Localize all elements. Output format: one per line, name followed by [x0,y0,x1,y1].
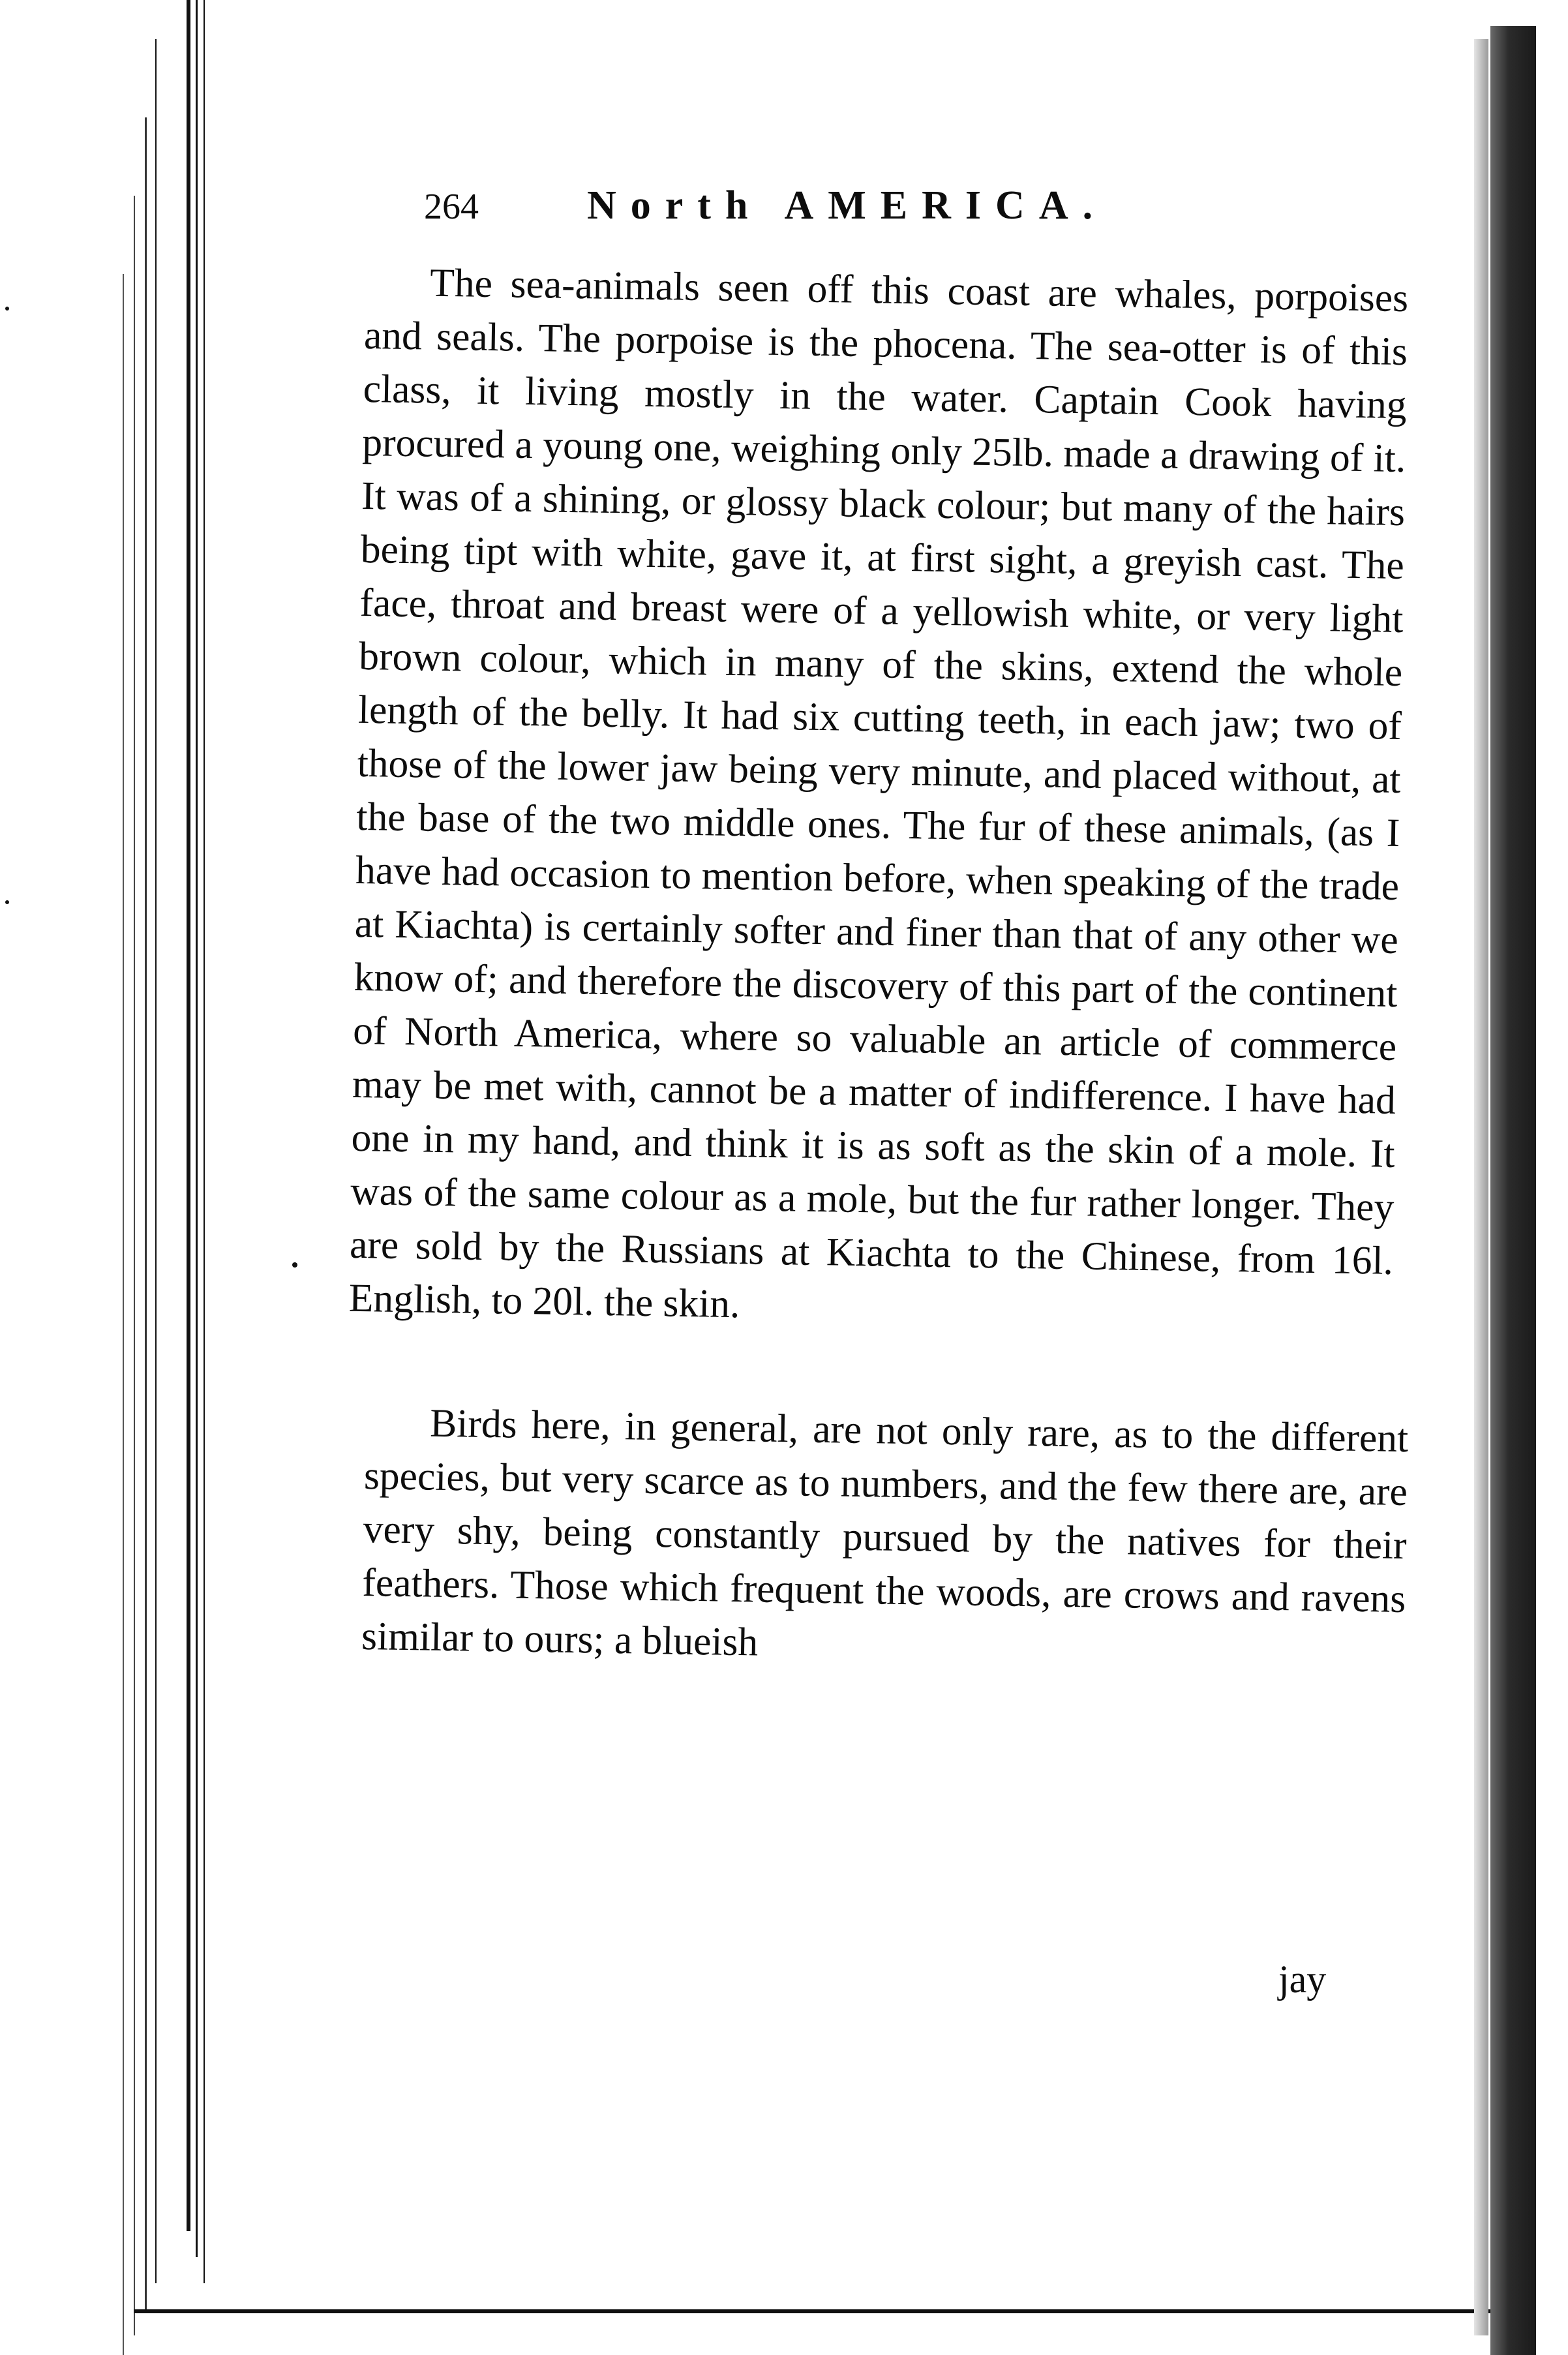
running-head-title: North AMERICA. [587,183,1108,228]
gutter-shadow [1474,39,1488,2335]
page-edge [196,0,198,2257]
ink-speck [5,307,9,311]
paragraph-sea-animals: The sea-animals seen off this coast are whales, porpoises and seals. The porpoise is the phocena. The sea-otter is of this class, it living mostly in the water. Captain Cook having procured a young one, weighing only 25lb. made a drawing of it. It was of a shining, or glossy black colour; but many of the hairs being tipt with white, gave it, at first sight, a greyish cast. The face, throat and breast were of a yellowish white, or very light brown colour, which in many of the skins, extend the whole length of the belly. It had six cutting teeth, in each jaw; two of those of the lower jaw being very minute, and placed without, at the base of the two middle ones. The fur of these animals, (as I have had occasion to mention before, when speaking of the trade at Kiachta) is certainly softer and finer than that of any other we know of; and therefore the discovery of this part of the continent of North America, where so valuable an article of commerce may be met with, cannot be a matter of indifference. I have had one in my hand, and think it is as soft as the skin of a mole. It was of the same colour as a mole, but the fur rather longer. They are sold by the Russians at Kiachta to the Chinese, from 16l. English, to 20l. the skin. [348,260,1409,1327]
catchword: jay [1278,1958,1327,2001]
page-body [348,183,1409,1665]
ink-speck [5,900,9,904]
ink-speck [292,1262,297,1268]
running-head [365,183,1409,229]
book-binding [1490,26,1536,2355]
page-edge [204,0,205,2283]
page-edge [123,274,124,2355]
paragraph-birds: Birds here, in general, are not only rare, as to the different species, but very scarce as to numbers, and the few there are, are very shy, being constantly pursued by the natives for their feathers. Those which frequent the woods, are crows and ravens similar to ours; a blueish [361,1401,1409,1665]
page-number: 264 [424,187,479,227]
page-bottom-edge [134,2309,1530,2313]
page-edge [145,117,147,2309]
page-edge [187,0,190,2231]
page-edge [155,39,157,2283]
page-edge [134,196,135,2335]
